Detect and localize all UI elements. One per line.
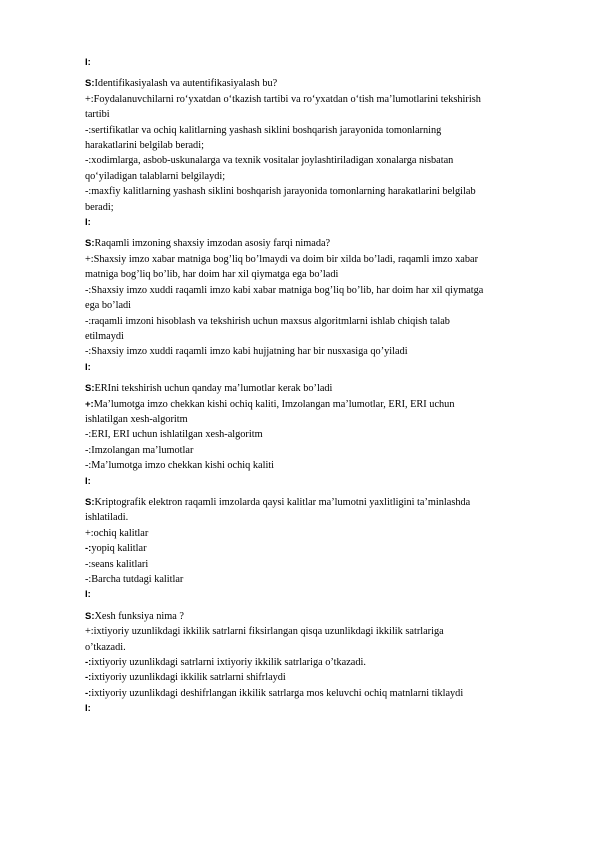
separator: I: [85,57,91,68]
option-correct: +:ochiq kalitlar [85,527,149,539]
option: -:maxfiy kalitlarning yashash siklini boshqarish jarayonida tomonlarning harakatlarini belgilab [85,186,476,198]
option: -:Ma’lumotga imzo chekkan kishi ochiq kaliti [85,460,275,472]
option: -:seans kalitlari [85,558,149,570]
option: -:Shaxsiy imzo xuddi raqamli imzo kabi hujjatning har bir nusxasiga qo’yiladi [85,346,408,358]
option: -:ixtiyoriy uzunlikdagi ikkilik satrlarni shifrlaydi [85,672,286,684]
option: -:xodimlarga, asbob-uskunalarga va texnik vositalar joylashtiriladigan xonalarga nisbatan [85,155,454,167]
option: -:raqamli imzoni hisoblash va tekshirish uchun maxsus algoritmlarni ishlab chiqish talab [85,315,450,327]
question-label: S: [85,238,95,250]
option: -:yopiq kalitlar [85,543,147,555]
option-continuation: qo‘yiladigan talablarni belgilaydi; [85,170,226,182]
separator: I: [85,217,91,229]
question-block-2 [85,215,555,360]
question-text: S:Identifikasiyalash va autentifikasiyalash bu? [85,78,278,90]
option-continuation: harakatlarini belgilab beradi; [85,140,204,152]
question-label: S: [85,383,95,395]
option: -:ixtiyoriy uzunlikdagi satrlarni ixtiyoriy ikkilik satrlariga o’tkazadi. [85,657,366,669]
question-block-4 [85,474,555,588]
option-correct: +:ixtiyoriy uzunlikdagi ikkilik satrlarni fiksirlangan qisqa uzunlikdagi ikkilik satrlariga [85,626,444,638]
question-text: S:Kriptografik elektron raqamli imzolarda qaysi kalitlar ma’lumotni yaxlitligini ta’minlashda [85,496,471,508]
option: -:Imzolangan ma’lumotlar [85,444,194,456]
option-continuation: o’tkazadi. [85,641,126,653]
option: -:Barcha tutdagi kalitlar [85,574,184,585]
option-continuation: tartibi [85,109,110,121]
question-label: S: [85,610,95,622]
option-continuation: ega bo’ladi [85,300,132,312]
separator: I: [85,361,91,373]
option-continuation: matniga bog’liq bo’lib, har doim har xil qiymatga ega bo’ladi [85,269,339,281]
test-questions [85,55,555,717]
question-label: S: [85,78,95,90]
option-continuation: ishlatilgan xesh-algoritm [85,413,188,425]
option-continuation: beradi; [85,201,114,213]
question-text: S:Raqamli imzoning shaxsiy imzodan asosiy farqi nimada? [85,238,331,250]
question-text: S:ERIni tekshirish uchun qanday ma’lumotlar kerak bo’ladi [85,383,333,395]
separator: I: [85,589,91,601]
option-correct: +:Shaxsiy imzo xabar matniga bog’liq bo’lmaydi va doim bir xilda bo’ladi, raqamli imzo xabar [85,253,478,265]
question-block-3 [85,360,555,474]
separator: I: [85,475,91,487]
option-correct: +:Ma’lumotga imzo chekkan kishi ochiq kaliti, Imzolangan ma’lumotlar, ERI, ERI uchun [85,398,455,410]
option-correct: +:Foydalanuvchilarni ro‘yxatdan o‘tkazish tartibi va ro‘yxatdan o‘tish ma’lumotlarini tekshirish [85,93,481,105]
separator: I: [85,703,91,715]
option-continuation: etilmaydi [85,330,124,342]
option: -:sertifikatlar va ochiq kalitlarning yashash siklini boshqarish jarayonida tomonlarning [85,124,442,136]
question-label: S: [85,496,95,508]
option: -:ixtiyoriy uzunlikdagi deshifrlangan ikkilik satrlarga mos keluvchi ochiq matnlarni tiklaydi [85,687,464,699]
question-block-1 [85,55,555,215]
option: -:ERI, ERI uchun ishlatilgan xesh-algoritm [85,429,263,441]
question-continuation: ishlatiladi. [85,512,129,524]
option: -:Shaxsiy imzo xuddi raqamli imzo kabi xabar matniga bog’liq bo’lib, har doim har xil qiymatga [85,284,484,296]
question-text: S:Xesh funksiya nima ? [85,610,185,622]
question-block-5 [85,587,555,716]
